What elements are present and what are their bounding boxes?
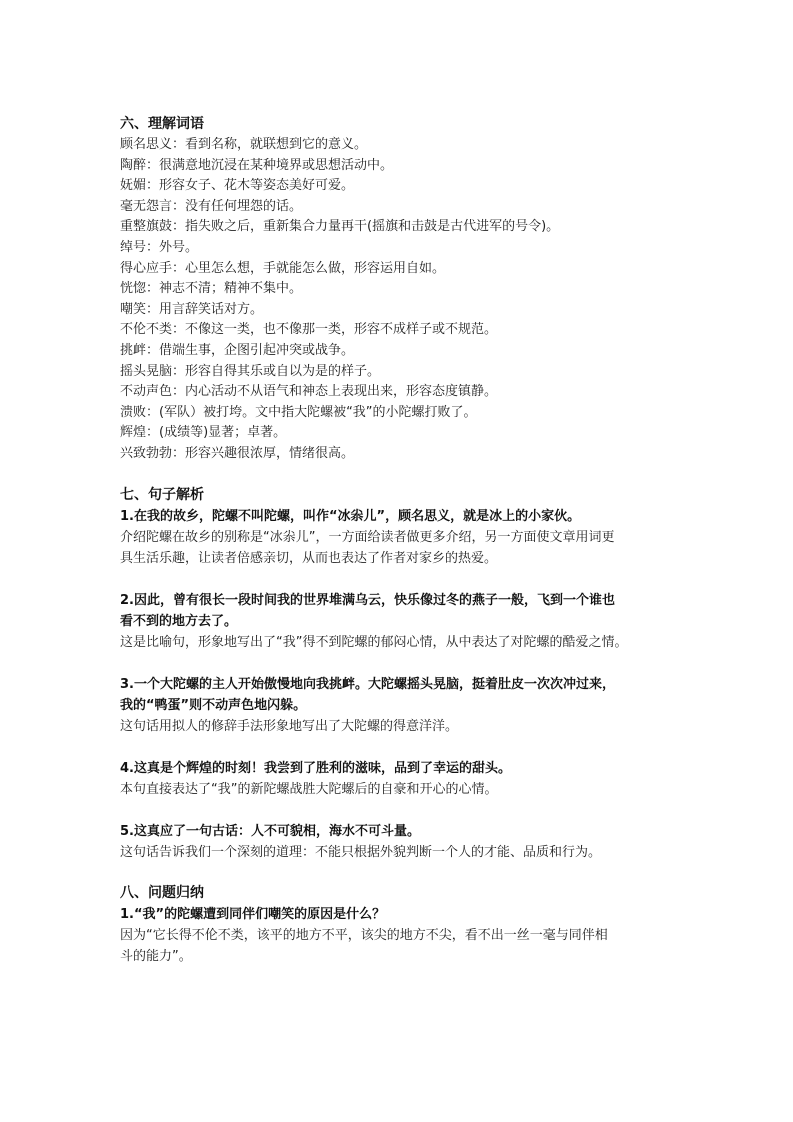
sentence-item-heading: 3.一个大陀螺的主人开始傲慢地向我挑衅。大陀螺摇头晃脑，挺着肚皮一次次冲过来，	[120, 676, 615, 692]
sentence-item-heading: 看不到的地方去了。	[120, 613, 238, 629]
sentence-item	[120, 758, 680, 800]
question-item	[120, 904, 680, 967]
sentence-item-explanation: 这句话用拟人的修辞手法形象地写出了大陀螺的得意洋洋。	[120, 718, 459, 734]
vocabulary-entry: 恍惚：神志不清；精神不集中。	[120, 281, 303, 297]
vocabulary-entry: 陶醉：很满意地沉浸在某种境界或思想活动中。	[120, 157, 394, 173]
vocabulary-entry: 毫无怨言：没有任何埋怨的话。	[120, 198, 303, 214]
vocabulary-entry: 妩媚：形容女子、花木等姿态美好可爱。	[120, 178, 355, 194]
spacer	[120, 863, 680, 883]
sentence-item	[120, 821, 680, 863]
vocabulary-entry: 挑衅：借端生事，企图引起冲突或战争。	[120, 342, 355, 358]
question-item-heading: 1.“我”的陀螺遭到同伴们嘲笑的原因是什么？	[120, 906, 386, 922]
sentence-item-heading: 4.这真是个辉煌的时刻！我尝到了胜利的滋味，品到了幸运的甜头。	[120, 760, 511, 776]
sentence-item	[120, 506, 680, 569]
question-item-explanation: 斗的能力”。	[120, 948, 192, 964]
sentence-item-heading: 5.这真应了一句古话：人不可貌相，海水不可斗量。	[120, 823, 420, 839]
vocabulary-entry: 摇头晃脑：形容自得其乐或自以为是的样子。	[120, 363, 381, 379]
document-page	[120, 114, 680, 967]
vocabulary-entry: 得心应手：心里怎么想，手就能怎么做，形容运用自如。	[120, 260, 446, 276]
spacer	[120, 465, 680, 485]
sentence-item-heading: 我的“鸭蛋”则不动声色地闪躲。	[120, 697, 307, 713]
question-item-explanation: 因为“它长得不伦不类，该平的地方不平，该尖的地方不尖，看不出一丝一毫与同伴相	[120, 927, 608, 943]
vocabulary-entry: 重整旗鼓：指失败之后，重新集合力量再干(摇旗和击鼓是古代进军的号令)。	[120, 219, 560, 235]
section-title-question-summary: 八、问题归纳	[120, 884, 204, 901]
vocabulary-entry: 溃败：(军队）被打垮。文中指大陀螺被“我”的小陀螺打败了。	[120, 404, 477, 420]
section-vocabulary	[120, 114, 680, 465]
sentence-item-explanation: 这是比喻句，形象地写出了“我”得不到陀螺的郁闷心情，从中表达了对陀螺的酷爱之情。	[120, 634, 628, 650]
vocabulary-entry: 顾名思义：看到名称，就联想到它的意义。	[120, 137, 368, 152]
sentence-item-explanation: 本句直接表达了“我”的新陀螺战胜大陀螺后的自豪和开心的心情。	[120, 781, 498, 797]
section-question-summary	[120, 883, 680, 967]
vocabulary-entry: 辉煌：(成绩等)显著；卓著。	[120, 425, 287, 441]
sentence-item	[120, 674, 680, 737]
sentence-item-heading: 2.因此，曾有很长一段时间我的世界堆满乌云，快乐像过冬的燕子一般，飞到一个谁也	[120, 592, 615, 608]
question-list	[120, 904, 680, 967]
sentence-analysis-list	[120, 506, 680, 863]
sentence-item-explanation: 这句话告诉我们一个深刻的道理：不能只根据外貌判断一个人的才能、品质和行为。	[120, 844, 602, 860]
sentence-item-heading: 1.在我的故乡，陀螺不叫陀螺，叫作“冰尜儿”，顾名思义，就是冰上的小家伙。	[120, 508, 581, 524]
vocabulary-entry: 绰号：外号。	[120, 239, 199, 255]
sentence-item-explanation: 介绍陀螺在故乡的别称是“冰尜儿”，一方面给读者做更多介绍，另一方面使文章用词更	[120, 529, 615, 545]
vocabulary-entry: 不伦不类：不像这一类，也不像那一类，形容不成样子或不规范。	[120, 322, 498, 338]
section-title-vocabulary: 六、理解词语	[120, 116, 204, 132]
vocabulary-entry: 兴致勃勃：形容兴趣很浓厚，情绪很高。	[120, 445, 355, 461]
section-sentence-analysis	[120, 485, 680, 863]
sentence-item-explanation: 具生活乐趣，让读者倍感亲切，从而也表达了作者对家乡的热爱。	[120, 550, 498, 566]
vocabulary-entry: 不动声色：内心活动不从语气和神态上表现出来，形容态度镇静。	[120, 384, 498, 400]
vocabulary-entry: 嘲笑：用言辞笑话对方。	[120, 301, 264, 317]
vocabulary-list	[120, 135, 680, 465]
section-title-sentence-analysis: 七、句子解析	[120, 486, 204, 503]
sentence-item	[120, 590, 680, 653]
